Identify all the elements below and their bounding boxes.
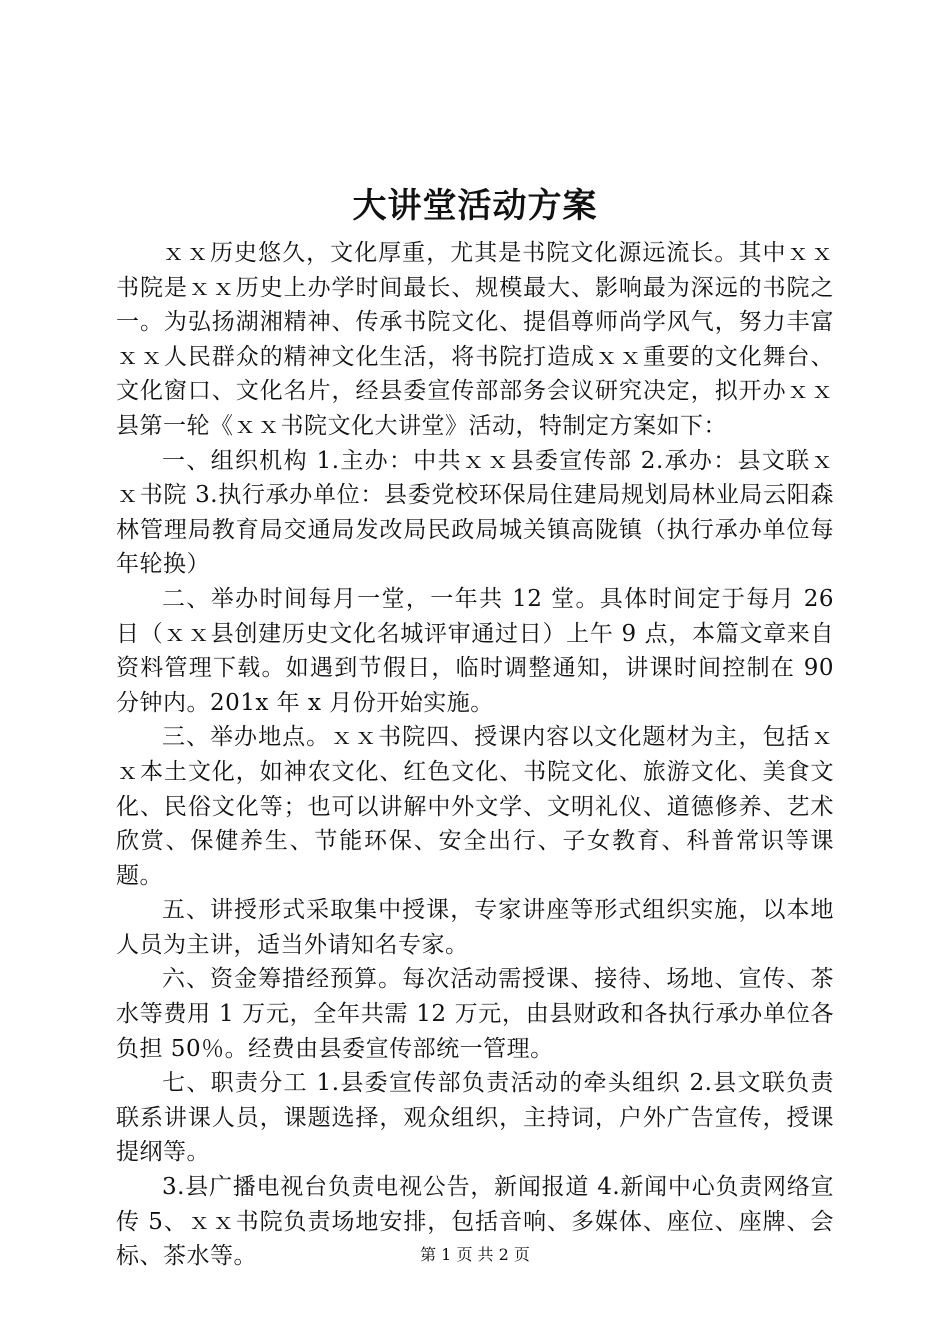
document-body xyxy=(116,236,834,1274)
paragraph-schedule: 二、举办时间每月一堂，一年共 12 堂。具体时间定于每月 26 日（ｘｘ县创建历史文化名城评审通过日）上午 9 点，本篇文章来自资料管理下载。如遇到节假日，临时调整通知，讲课时间控制在 90 分钟内。201x 年 x 月份开始实施。 xyxy=(116,585,834,716)
paragraph-format: 五、讲授形式采取集中授课，专家讲座等形式组织实施，以本地人员为主讲，适当外请知名专家。 xyxy=(116,897,834,958)
paragraph-funding: 六、资金筹措经预算。每次活动需授课、接待、场地、宣传、茶水等费用 1 万元，全年共需 12 万元，由县财政和各执行承办单位各负担 50％。经费由县委宣传部统一管理。 xyxy=(116,966,834,1062)
page-number-footer: 第 1 页 共 2 页 xyxy=(420,1245,530,1264)
paragraph-responsibilities: 七、职责分工 1.县委宣传部负责活动的牵头组织 2.县文联负责联系讲课人员，课题选择，观众组织，主持词，户外广告宣传，授课提纲等。 xyxy=(116,1070,834,1166)
paragraph-venue-content: 三、举办地点。ｘｘ书院四、授课内容以文化题材为主，包括ｘｘ本土文化，如神农文化、红色文化、书院文化、旅游文化、美食文化、民俗文化等；也可以讲解中外文学、文明礼仪、道德修养、艺术欣赏、保健养生、节能环保、安全出行、子女教育、科普常识等课题。 xyxy=(116,724,834,889)
document-title: 大讲堂活动方案 xyxy=(352,186,598,226)
paragraph-intro: ｘｘ历史悠久，文化厚重，尤其是书院文化源远流长。其中ｘｘ书院是ｘｘ历史上办学时间最长、规模最大、影响最为深远的书院之一。为弘扬湖湘精神、传承书院文化、提倡尊师尚学风气，努力丰富ｘｘ人民群众的精神文化生活，将书院打造成ｘｘ重要的文化舞台、文化窗口、文化名片，经县委宣传部部务会议研究决定，拟开办ｘｘ县第一轮《ｘｘ书院文化大讲堂》活动，特制定方案如下： xyxy=(116,240,834,439)
paragraph-organization: 一、组织机构 1.主办：中共ｘｘ县委宣传部 2.承办：县文联ｘｘ书院 3.执行承办单位：县委党校环保局住建局规划局林业局云阳森林管理局教育局交通局发改局民政局城关镇高陇镇（执行承办单位每年轮换） xyxy=(116,447,834,578)
paragraph-responsibilities-continued: 3.县广播电视台负责电视公告，新闻报道 4.新闻中心负责网络宣传 5、ｘｘ书院负责场地安排，包括音响、多媒体、座位、座牌、会标、茶水等。 xyxy=(116,1174,834,1270)
